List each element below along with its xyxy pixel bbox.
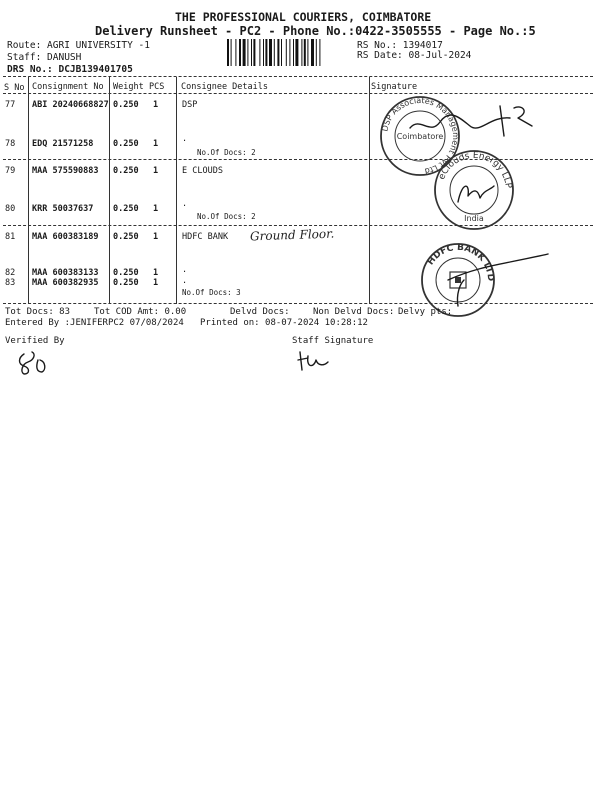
barcode-bar (253, 39, 255, 66)
row-consignee: . (182, 199, 188, 209)
row-consignee: . (182, 265, 188, 275)
verified-by-label: Verified By (5, 336, 65, 346)
col-sno: S No (4, 83, 25, 93)
rs-date: RS Date: 08-Jul-2024 (357, 50, 472, 61)
barcode-bar (274, 39, 275, 66)
barcode-bar (227, 39, 229, 66)
barcode-bar (259, 39, 260, 66)
barcode-bar (231, 39, 232, 66)
barcode-bar (243, 39, 246, 66)
col-divider (28, 77, 29, 304)
row-weight: 0.250 (113, 278, 139, 288)
row-consignment: MAA 600383133 (32, 268, 99, 278)
barcode-bar (295, 39, 298, 66)
col-signature: Signature (371, 82, 418, 92)
row-weight: 0.250 (113, 268, 139, 278)
barcode-bar (319, 39, 320, 66)
barcode-bar (263, 39, 264, 66)
barcode-bar (311, 39, 314, 66)
docs-count: No.Of Docs: 2 (197, 212, 256, 221)
barcode-bar (239, 39, 241, 66)
row-pcs: 1 (153, 166, 159, 176)
staff-text: Staff: DANUSH (7, 52, 82, 63)
row-consignment: MAA 575590883 (32, 166, 99, 176)
barcode-bar (265, 39, 267, 66)
col-divider (369, 77, 370, 304)
row-consignment: ABI 20240668827 (32, 100, 109, 110)
barcode-bar (301, 39, 302, 66)
row-pcs: 1 (153, 232, 159, 242)
non-delivered-docs: Non Delvd Docs: (313, 307, 395, 317)
col-divider (176, 77, 177, 304)
barcode-bar (235, 39, 236, 66)
docs-count: No.Of Docs: 2 (197, 148, 256, 157)
row-pcs: 1 (153, 278, 159, 288)
table-top-rule (3, 76, 593, 77)
total-cod: Tot COD Amt: 0.00 (94, 307, 187, 317)
row-sno: 80 (5, 204, 16, 214)
row-weight: 0.250 (113, 100, 139, 110)
row-consignee: . (182, 134, 188, 144)
row-weight: 0.250 (113, 204, 139, 214)
row-pcs: 1 (153, 204, 159, 214)
barcode-bar (293, 39, 294, 66)
delivery-points: Delvy pts: (398, 307, 453, 317)
row-consignee: DSP (182, 100, 198, 110)
drs-number: DRS No.: DCJB139401705 (7, 64, 133, 75)
row-weight: 0.250 (113, 166, 139, 176)
col-consignment: Consignment No (32, 82, 104, 92)
entered-by: Entered By :JENIFERPC2 07/08/2024 (5, 318, 184, 328)
barcode-bar (289, 39, 290, 66)
dsp-stamp-ring-text: DSP Associates Management Pvt Ltd (380, 95, 461, 176)
row-sno: 81 (5, 232, 16, 242)
dsp-stamp-center-text: Coimbatore (396, 132, 444, 141)
signature-eclouds (452, 172, 502, 212)
barcode-bar (316, 39, 317, 66)
row-sno: 77 (5, 100, 16, 110)
staff-signature-label: Staff Signature (292, 336, 374, 346)
docs-count: No.Of Docs: 3 (182, 288, 241, 297)
eclouds-stamp-ring-text: eClouds Energy LLP (437, 150, 514, 189)
header-bottom-rule (3, 93, 593, 94)
row-sno: 78 (5, 139, 16, 149)
barcode-bar (286, 39, 287, 66)
signature-staff (294, 348, 334, 374)
signature-hdfc (440, 240, 560, 320)
row-consignment: MAA 600382935 (32, 278, 99, 288)
company-name: THE PROFESSIONAL COURIERS, COIMBATORE (175, 10, 432, 24)
barcode (226, 39, 351, 67)
barcode-bar (281, 39, 282, 66)
delivered-docs: Delvd Docs: (230, 307, 290, 317)
row-pcs: 1 (153, 139, 159, 149)
rs-number: RS No.: 1394017 (357, 40, 443, 51)
handwritten-note: Ground Floor. (249, 226, 335, 244)
total-docs: Tot Docs: 83 (5, 307, 71, 317)
barcode-bar (247, 39, 248, 66)
row-consignment: EDQ 21571258 (32, 139, 94, 149)
row-sno: 83 (5, 278, 16, 288)
row-sno: 82 (5, 268, 16, 278)
col-consignee: Consignee Details (181, 82, 268, 92)
row-consignment: KRR 50037637 (32, 204, 94, 214)
signature-verified (16, 348, 56, 378)
col-weight: Weight (113, 82, 144, 92)
col-divider (109, 77, 110, 304)
barcode-bar (277, 39, 279, 66)
row-pcs: 1 (153, 268, 159, 278)
row-weight: 0.250 (113, 139, 139, 149)
route-text: Route: AGRI UNIVERSITY -1 (7, 40, 150, 51)
row-sno: 79 (5, 166, 16, 176)
row-consignment: MAA 600383189 (32, 232, 99, 242)
row-consignee: HDFC BANK (182, 232, 229, 242)
row-consignee: . (182, 276, 188, 286)
runsheet-title: Delivery Runsheet - PC2 - Phone No.:0422-3505555 - Page No.:5 (95, 24, 536, 38)
eclouds-stamp-bottom-text: India (464, 214, 484, 223)
hdfc-stamp-ring-text: HDFC BANK LTD (425, 242, 496, 282)
barcode-bar (307, 39, 308, 66)
row-weight: 0.250 (113, 232, 139, 242)
barcode-bar (269, 39, 272, 66)
barcode-bar (251, 39, 252, 66)
printed-on: Printed on: 08-07-2024 10:28:12 (200, 318, 368, 328)
col-pcs: PCS (149, 82, 165, 92)
row-pcs: 1 (153, 100, 159, 110)
signature-dsp (400, 96, 550, 146)
barcode-bar (304, 39, 306, 66)
row-consignee: E CLOUDS (182, 166, 223, 176)
